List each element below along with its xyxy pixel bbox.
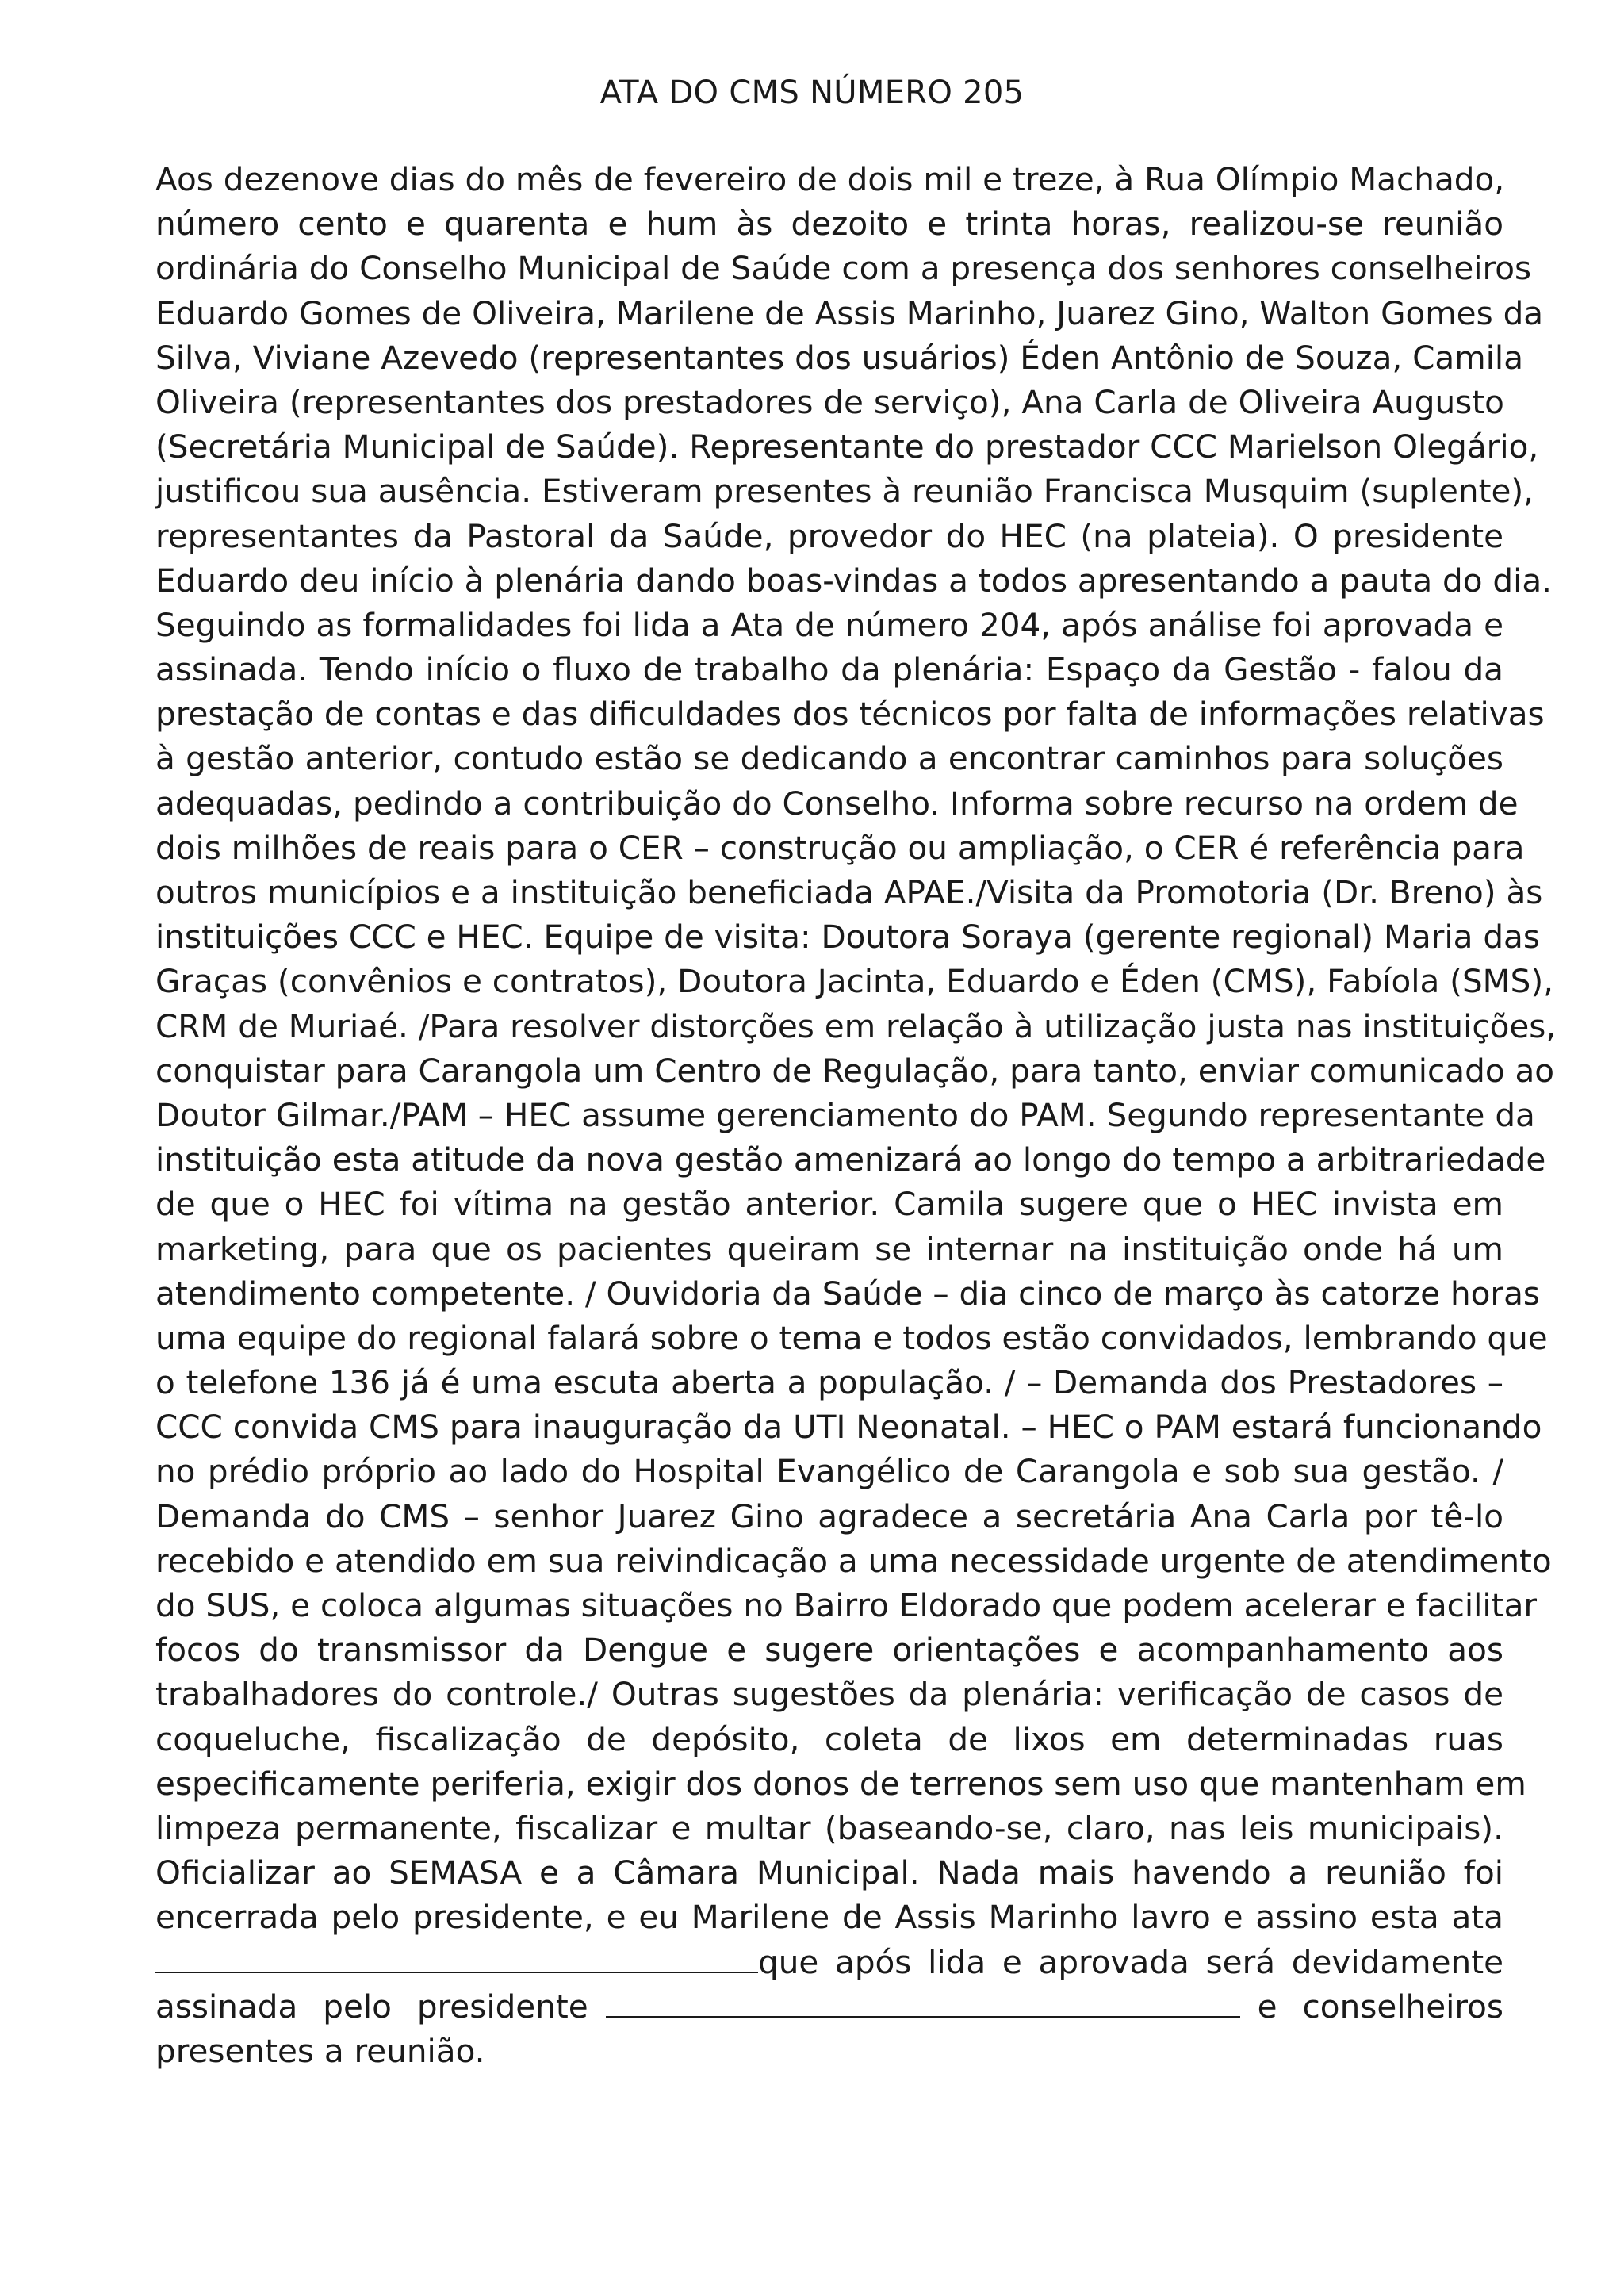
minutes-line: Silva, Viviane Azevedo (representantes dos usuários) Éden Antônio de Souza, Camila [155,338,1524,377]
signature-row-1-text: que após lida e aprovada será devidamente [758,1942,1503,1981]
signature-line-secretary-row [155,1940,1503,1984]
minutes-line: Oliveira (representantes dos prestadores de serviço), Ana Carla de Oliveira Augusto [155,382,1504,421]
minutes-line: assinada. Tendo início o fluxo de trabalho da plenária: Espaço da Gestão - falou da [155,650,1503,689]
minutes-line: atendimento competente. / Ouvidoria da Saúde – dia cinco de março às catorze horas [155,1274,1540,1313]
minutes-line: Doutor Gilmar./PAM – HEC assume gerenciamento do PAM. Segundo representante da [155,1095,1535,1134]
minutes-line: Eduardo deu início à plenária dando boas-vindas a todos apresentando a pauta do dia. [155,561,1553,600]
minutes-line: no prédio próprio ao lado do Hospital Evangélico de Carangola e sob sua gestão. / [155,1452,1503,1491]
minutes-line: ordinária do Conselho Municipal de Saúde com a presença dos senhores conselheiros [155,249,1532,288]
minutes-line: número cento e quarenta e hum às dezoito e trinta horas, realizou-se reunião [155,205,1503,243]
minutes-line: (Secretária Municipal de Saúde). Representante do prestador CCC Marielson Olegário, [155,427,1539,466]
minutes-line: dois milhões de reais para o CER – construção ou ampliação, o CER é referência para [155,828,1525,867]
minutes-line: recebido e atendido em sua reivindicação a uma necessidade urgente de atendimento [155,1541,1552,1580]
minutes-line: coqueluche, fiscalização de depósito, coleta de lixos em determinadas ruas [155,1719,1503,1758]
minutes-line: uma equipe do regional falará sobre o tema e todos estão convidados, lembrando que [155,1318,1548,1357]
minutes-line: marketing, para que os pacientes queiram se internar na instituição onde há um [155,1229,1503,1268]
signature-row-2-after: e conselheiros [1257,1987,1503,2026]
minutes-line: trabalhadores do controle./ Outras sugestões da plenária: verificação de casos de [155,1675,1503,1714]
minutes-line: do SUS, e coloca algumas situações no Bairro Eldorado que podem acelerar e facilitar [155,1586,1538,1624]
minutes-line: CCC convida CMS para inauguração da UTI Neonatal. – HEC o PAM estará funcionando [155,1408,1542,1447]
minutes-line: CRM de Muriaé. /Para resolver distorções em relação à utilização justa nas instituições, [155,1006,1557,1045]
minutes-line: adequadas, pedindo a contribuição do Conselho. Informa sobre recurso na ordem de [155,784,1519,822]
minutes-line: focos do transmissor da Dengue e sugere orientações e acompanhamento aos [155,1631,1503,1669]
minutes-line: de que o HEC foi vítima na gestão anterior. Camila sugere que o HEC invista em [155,1185,1503,1224]
document-title: ATA DO CMS NÚMERO 205 [599,75,1025,111]
minutes-line: Aos dezenove dias do mês de fevereiro de dois mil e treze, à Rua Olímpio Machado, [155,160,1505,198]
minutes-line: instituições CCC e HEC. Equipe de visita: Doutora Soraya (gerente regional) Maria das [155,918,1540,956]
minutes-line: Graças (convênios e contratos), Doutora Jacinta, Eduardo e Éden (CMS), Fabíola (SMS), [155,962,1553,1001]
minutes-body [155,157,1557,2073]
minutes-line: Oficializar ao SEMASA e a Câmara Municipal. Nada mais havendo a reunião foi [155,1853,1503,1892]
minutes-line: justificou sua ausência. Estiveram presentes à reunião Francisca Musquim (suplente), [155,472,1534,511]
closing-line: presentes a reunião. [155,2031,485,2070]
secretary-signature-blank[interactable] [155,1941,758,1973]
signature-row-2-before: assinada pelo presidente [155,1987,588,2026]
minutes-line: à gestão anterior, contudo estão se dedicando a encontrar caminhos para soluções [155,739,1503,778]
minutes-line: Eduardo Gomes de Oliveira, Marilene de Assis Marinho, Juarez Gino, Walton Gomes da [155,293,1544,332]
president-signature-blank[interactable] [606,1986,1240,2018]
minutes-line: prestação de contas e das dificuldades dos técnicos por falta de informações relativas [155,695,1545,734]
signature-line-president-row [155,1984,1503,2029]
minutes-line: limpeza permanente, fiscalizar e multar (baseando-se, claro, nas leis municipais). [155,1808,1503,1847]
minutes-line: Seguindo as formalidades foi lida a Ata de número 204, após análise foi aprovada e [155,605,1503,644]
minutes-line: conquistar para Carangola um Centro de Regulação, para tanto, enviar comunicado ao [155,1051,1555,1090]
minutes-line: encerrada pelo presidente, e eu Marilene de Assis Marinho lavro e assino esta ata [155,1898,1503,1937]
minutes-line: o telefone 136 já é uma escuta aberta a população. / – Demanda dos Prestadores – [155,1363,1503,1402]
minutes-line: instituição esta atitude da nova gestão amenizará ao longo do tempo a arbitrariedade [155,1140,1546,1179]
minutes-line: representantes da Pastoral da Saúde, provedor do HEC (na plateia). O presidente [155,516,1503,555]
minutes-line: especificamente periferia, exigir dos donos de terrenos sem uso que mantenham em [155,1764,1526,1803]
minutes-line: outros municípios e a instituição beneficiada APAE./Visita da Promotoria (Dr. Breno) às [155,873,1543,911]
minutes-line: Demanda do CMS – senhor Juarez Gino agradece a secretária Ana Carla por tê-lo [155,1497,1503,1535]
